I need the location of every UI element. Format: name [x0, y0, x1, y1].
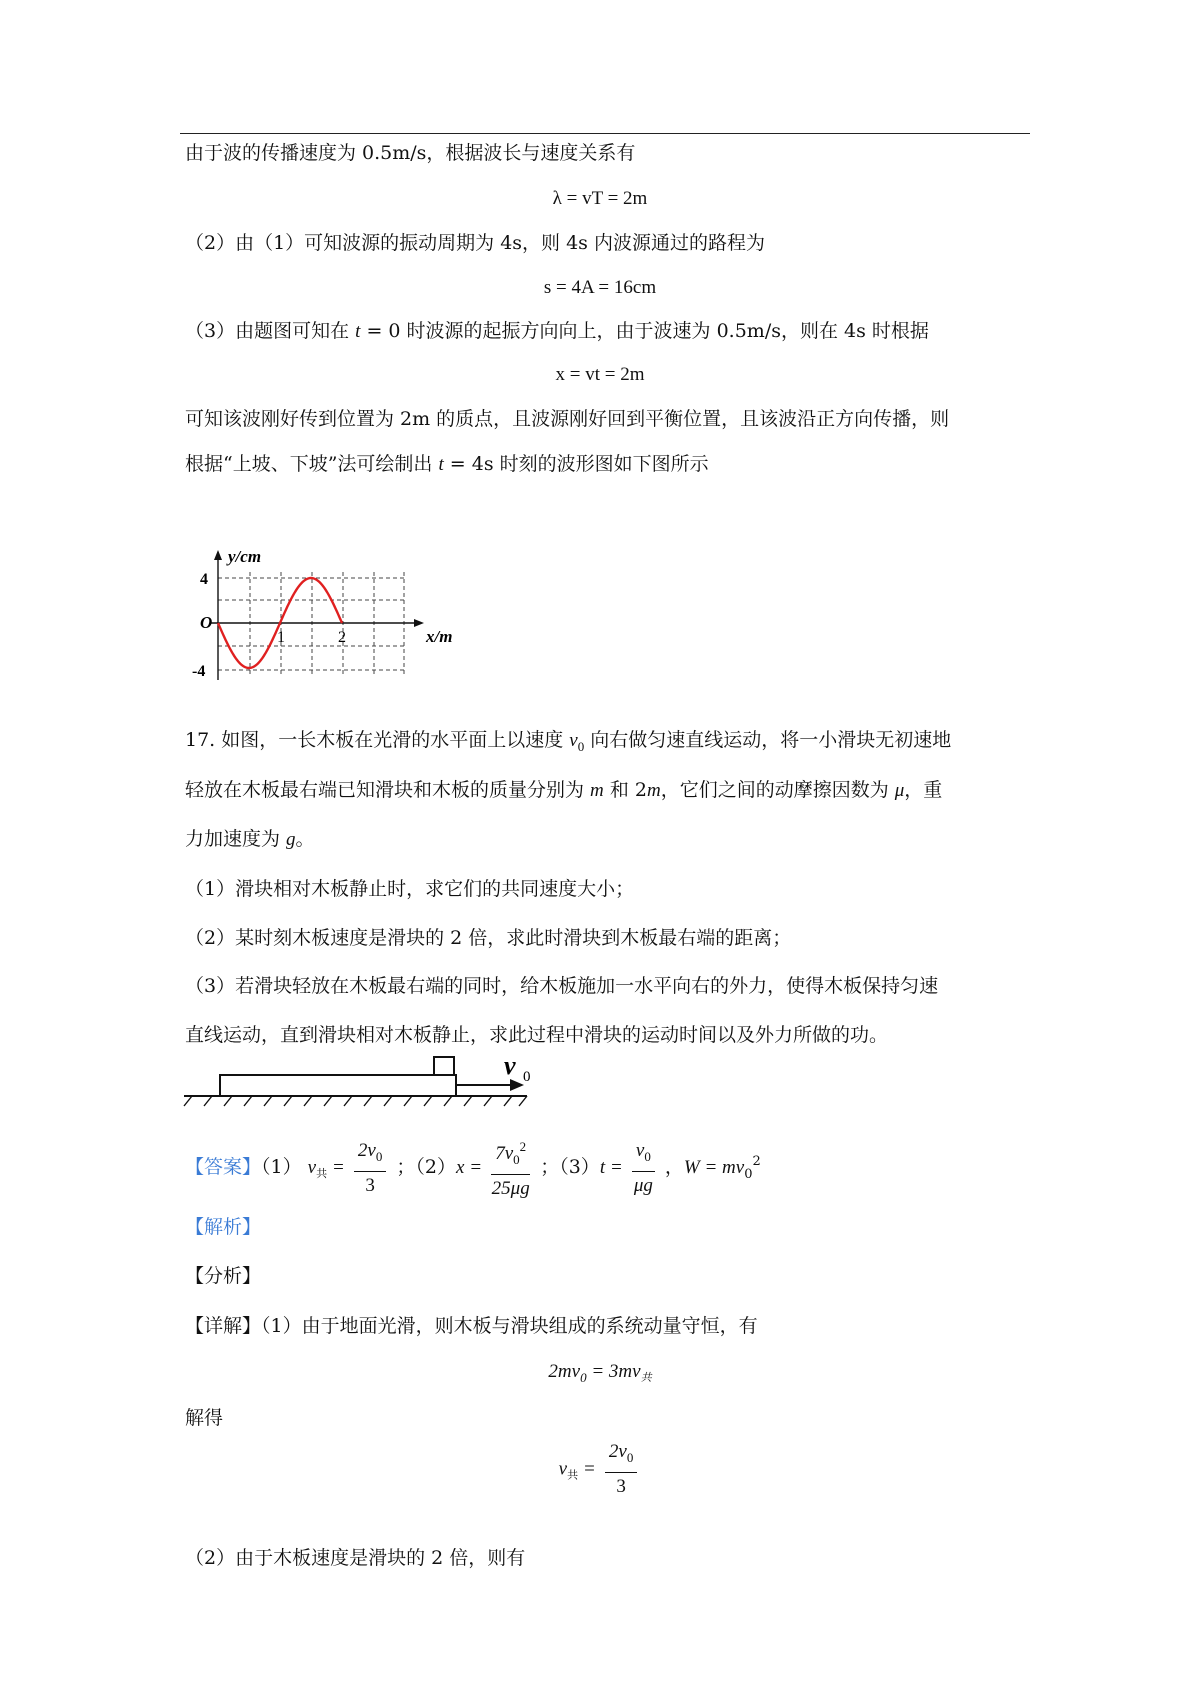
- origin-label: O: [200, 613, 213, 632]
- ground-hatch: [184, 1096, 527, 1106]
- equation-common-velocity: $v_共$ = $\frac{2v_0}{3}$: [0, 1440, 1200, 1499]
- answer-line: 【答案】（1） $v_共$ = $\frac{2v_0}{3}$ ；（2）x = $\frac{7v_0^2}{25\mu g}$ ；（3）t = $\frac{v_0}{\mu g}$ ，$W = mv_0^2$: [185, 1135, 761, 1201]
- equation-wavelength: λ = vT = 2m: [552, 188, 648, 209]
- equation-distance: s = 4A = 16cm: [543, 277, 657, 298]
- answer-tag: 【答案】: [185, 1156, 262, 1178]
- text-line: （3）若滑块轻放在木板最右端的同时，给木板施加一水平向右的外力，使得木板保持匀速: [185, 975, 939, 997]
- x-tick-label: 1: [277, 629, 285, 646]
- text-line: （1）滑块相对木板静止时，求它们的共同速度大小；: [185, 878, 635, 900]
- text-line: （3）由题图可知在 t = 0 时波源的起振方向向上，由于波速为 0.5m/s，则在 4s 时根据: [185, 320, 929, 342]
- jiexi-tag: 【解析】: [185, 1216, 262, 1238]
- y-axis-label: y/cm: [228, 547, 262, 566]
- y-tick-label: -4: [192, 663, 206, 680]
- text-line: 力加速度为 g。: [185, 828, 315, 850]
- fraction: $\frac{7v_0^2}{25\mu g}$: [491, 1135, 530, 1201]
- text-line: 17. 如图，一长木板在光滑的水平面上以速度 $v_0$ 向右做匀速直线运动，将一小滑块无初速地: [185, 729, 952, 754]
- wave-chart: [188, 542, 468, 698]
- text-line: 由于波的传播速度为 0.5m/s，根据波长与速度关系有: [185, 142, 636, 164]
- y-axis-arrow: [214, 550, 222, 560]
- x-axis-arrow: [414, 619, 424, 627]
- text-line: （2）由（1）可知波源的振动周期为 4s，则 4s 内波源通过的路程为: [185, 232, 765, 254]
- text-line: 轻放在木板最右端已知滑块和木板的质量分别为 m 和 2m，它们之间的动摩擦因数为 μ，重: [185, 779, 943, 801]
- header-rule: [180, 133, 1030, 134]
- x-axis-label: x/m: [426, 627, 453, 646]
- text-line: 【详解】（1）由于地面光滑，则木板与滑块组成的系统动量守恒，有: [185, 1315, 758, 1337]
- text-line: 可知该波刚好传到位置为 2m 的质点，且波源刚好回到平衡位置，且该波沿正方向传播，则: [185, 408, 950, 430]
- fraction: $\frac{2v_0}{3}$: [354, 1139, 386, 1198]
- text-line: 解得: [185, 1407, 224, 1429]
- x-tick-label: 2: [338, 629, 346, 646]
- velocity-label: v: [504, 1051, 516, 1080]
- fenxi-tag: 【分析】: [185, 1265, 262, 1287]
- y-tick-label: 4: [200, 571, 208, 588]
- text-line: 根据“上坡、下坡”法可绘制出 t = 4s 时刻的波形图如下图所示: [185, 453, 709, 475]
- text-line: （2）某时刻木板速度是滑块的 2 倍，求此时滑块到木板最右端的距离；: [185, 927, 792, 949]
- svg-text:0: 0: [523, 1069, 531, 1085]
- fraction: $\frac{v_0}{\mu g}$: [633, 1139, 653, 1196]
- small-block: [434, 1057, 454, 1075]
- equation-position: x = vt = 2m: [555, 364, 645, 385]
- equation-momentum: $2mv_0 = 3mv_共$: [548, 1361, 652, 1385]
- text-line: 直线运动，直到滑块相对木板静止，求此过程中滑块的运动时间以及外力所做的功。: [185, 1024, 889, 1046]
- long-board: [220, 1075, 456, 1096]
- text-line: （2）由于木板速度是滑块的 2 倍，则有: [185, 1547, 526, 1569]
- board-figure: [182, 1048, 542, 1122]
